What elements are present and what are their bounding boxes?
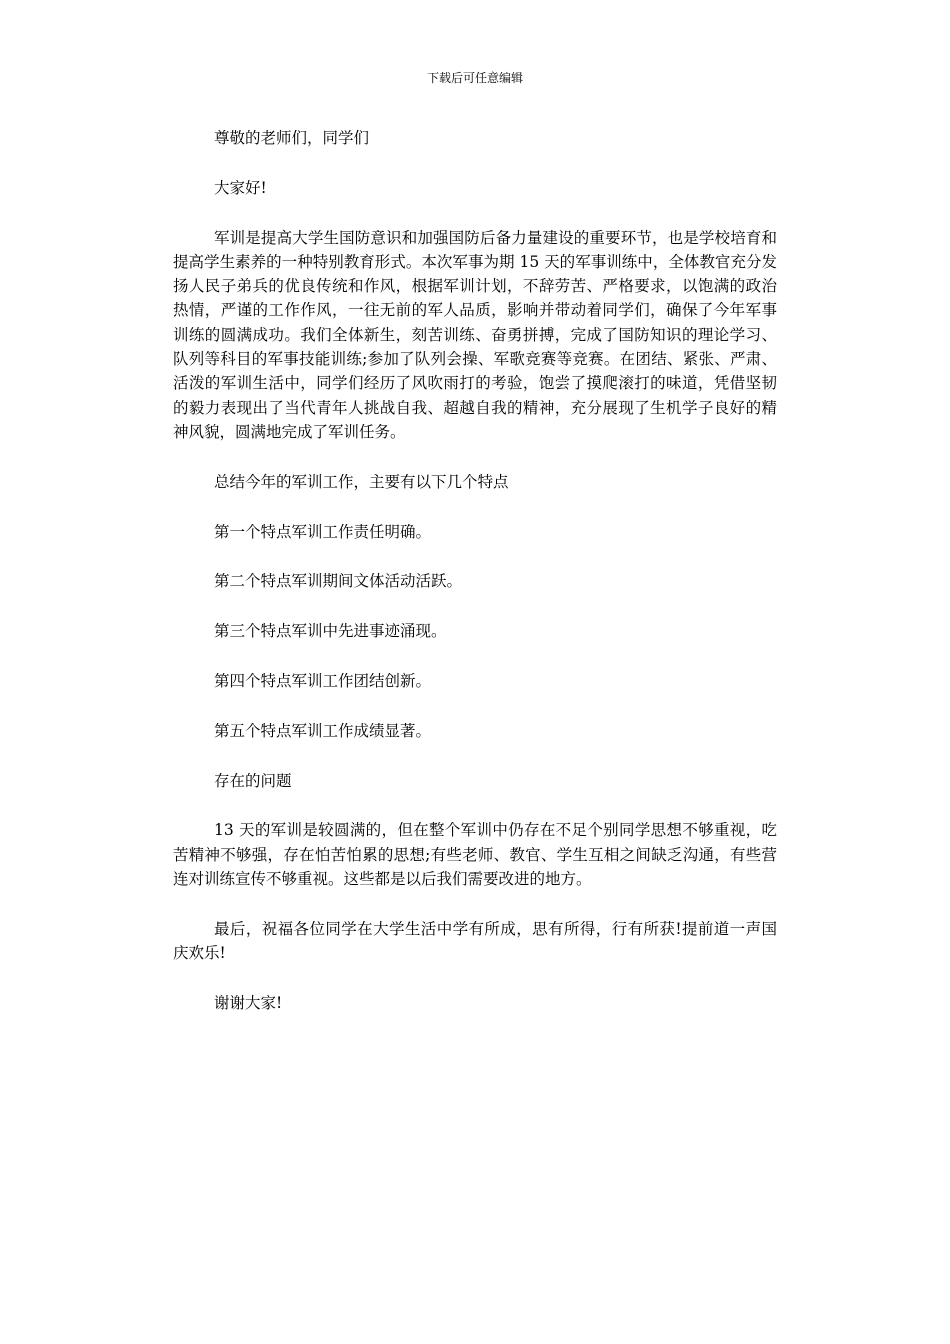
summary-intro: 总结今年的军训工作，主要有以下几个特点 <box>214 472 509 491</box>
page-header: 下载后可任意编辑 <box>426 71 523 85</box>
feature-item: 第三个特点军训中先进事迹涌现。 <box>214 622 447 641</box>
salutation: 尊敬的老师们，同学们 <box>214 129 370 147</box>
problems-paragraph: 13 天的军训是较圆满的，但在整个军训中仍存在不足个别同学思想不够重视，吃苦精神不够强，存在怕苦怕累的思想;有些老师、教官、学生互相之间缺乏沟通，有些营连对训练宣传不够重视。这些都是以后我们需要改进的地方。 <box>173 821 777 888</box>
thanks: 谢谢大家! <box>214 993 283 1012</box>
section-heading: 存在的问题 <box>214 771 292 790</box>
feature-item: 第二个特点军训期间文体活动活跃。 <box>214 572 463 591</box>
body-paragraph: 军训是提高大学生国防意识和加强国防后备力量建设的重要环节，也是学校培育和提高学生素养的一种特别教育形式。本次军事为期 15 天的军事训练中，全体教官充分发扬人民子弟兵的优良传统和作风，根据军训计划，不辞劳苦、严格要求，以饱满的政治热情，严谨的工作作风，一往无前的军人品质，影响并带动着同学们，确保了今年军事训练的圆满成功。我们全体新生，刻苦训练、奋勇拼搏，完成了国防知识的理论学习、队列等科目的军事技能训练;参加了队列会操、军歌竞赛等竞赛。在团结、紧张、严肃、活泼的军训生活中，同学们经历了风吹雨打的考验，饱尝了摸爬滚打的味道，凭借坚韧的毅力表现出了当代青年人挑战自我、超越自我的精神，充分展现了生机学子良好的精神风貌，圆满地完成了军训任务。 <box>173 228 777 441</box>
feature-item: 第四个特点军训工作团结创新。 <box>214 671 432 690</box>
closing-paragraph: 最后，祝福各位同学在大学生活中学有所成，思有所得，行有所获!提前道一声国庆欢乐! <box>173 919 777 963</box>
document-body <box>173 126 777 1015</box>
greeting: 大家好! <box>214 178 267 197</box>
feature-item: 第五个特点军训工作成绩显著。 <box>214 721 432 740</box>
feature-item: 第一个特点军训工作责任明确。 <box>214 522 432 541</box>
